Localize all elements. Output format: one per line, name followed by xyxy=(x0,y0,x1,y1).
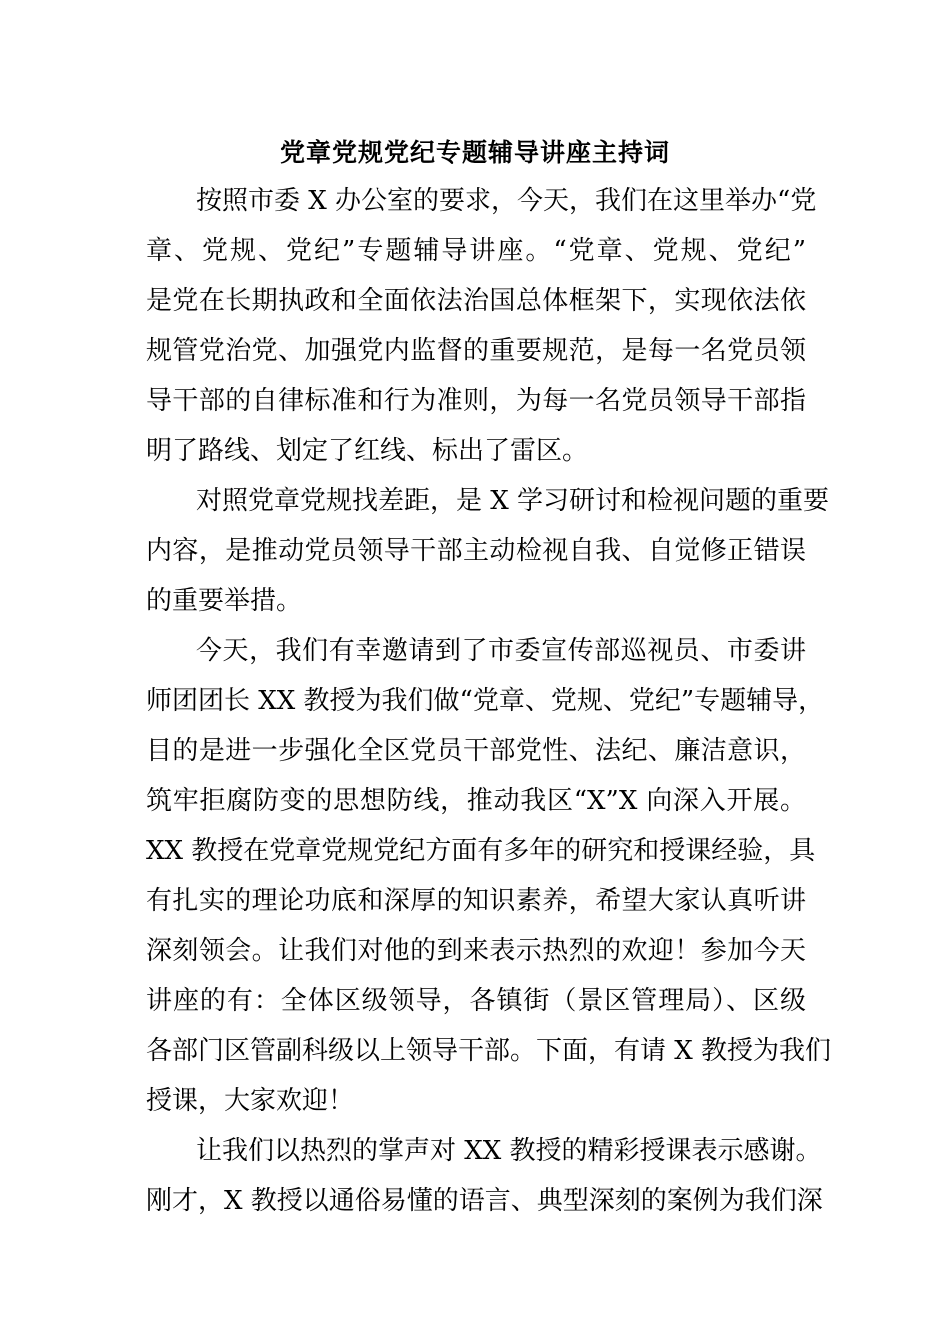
document-title: 党章党规党纪专题辅导讲座主持词 xyxy=(279,138,670,167)
body-line: 今天，我们有幸邀请到了市委宣传部巡视员、市委讲 xyxy=(196,636,806,666)
body-line: 刚才，X 教授以通俗易懂的语言、典型深刻的案例为我们深 xyxy=(146,1186,823,1216)
body-line: 各部门区管副科级以上领导干部。下面，有请 X 教授为我们 xyxy=(146,1036,832,1066)
body-line: 筑牢拒腐防变的思想防线，推动我区“X”X 向深入开展。 xyxy=(146,786,806,816)
body-line: 目的是进一步强化全区党员干部党性、法纪、廉洁意识， xyxy=(146,736,806,766)
body-line: 规管党治党、加强党内监督的重要规范，是每一名党员领 xyxy=(146,336,806,366)
body-line: 师团团长 XX 教授为我们做“党章、党规、党纪”专题辅导， xyxy=(146,686,825,716)
body-line: 授课，大家欢迎！ xyxy=(146,1086,355,1116)
body-line: 章、党规、党纪”专题辅导讲座。“党章、党规、党纪” xyxy=(146,236,806,266)
body-line: 让我们以热烈的掌声对 XX 教授的精彩授课表示感谢。 xyxy=(196,1136,822,1166)
body-line: 按照市委 X 办公室的要求，今天，我们在这里举办“党 xyxy=(196,186,817,216)
body-line: 讲座的有：全体区级领导，各镇街（景区管理局）、区级 xyxy=(146,986,806,1016)
body-line: 明了路线、划定了红线、标出了雷区。 xyxy=(146,436,589,466)
body-line: 的重要举措。 xyxy=(146,586,303,616)
body-line: 深刻领会。让我们对他的到来表示热烈的欢迎！参加今天 xyxy=(146,936,806,966)
body-line: 对照党章党规找差距，是 X 学习研讨和检视问题的重要 xyxy=(196,486,830,516)
body-line: 有扎实的理论功底和深厚的知识素养，希望大家认真听讲 xyxy=(146,886,806,916)
body-line: 是党在长期执政和全面依法治国总体框架下，实现依法依 xyxy=(146,286,806,316)
body-line: 内容，是推动党员领导干部主动检视自我、自觉修正错误 xyxy=(146,536,806,566)
body-line: 导干部的自律标准和行为准则，为每一名党员领导干部指 xyxy=(146,386,806,416)
body-line: XX 教授在党章党规党纪方面有多年的研究和授课经验，具 xyxy=(146,836,816,866)
